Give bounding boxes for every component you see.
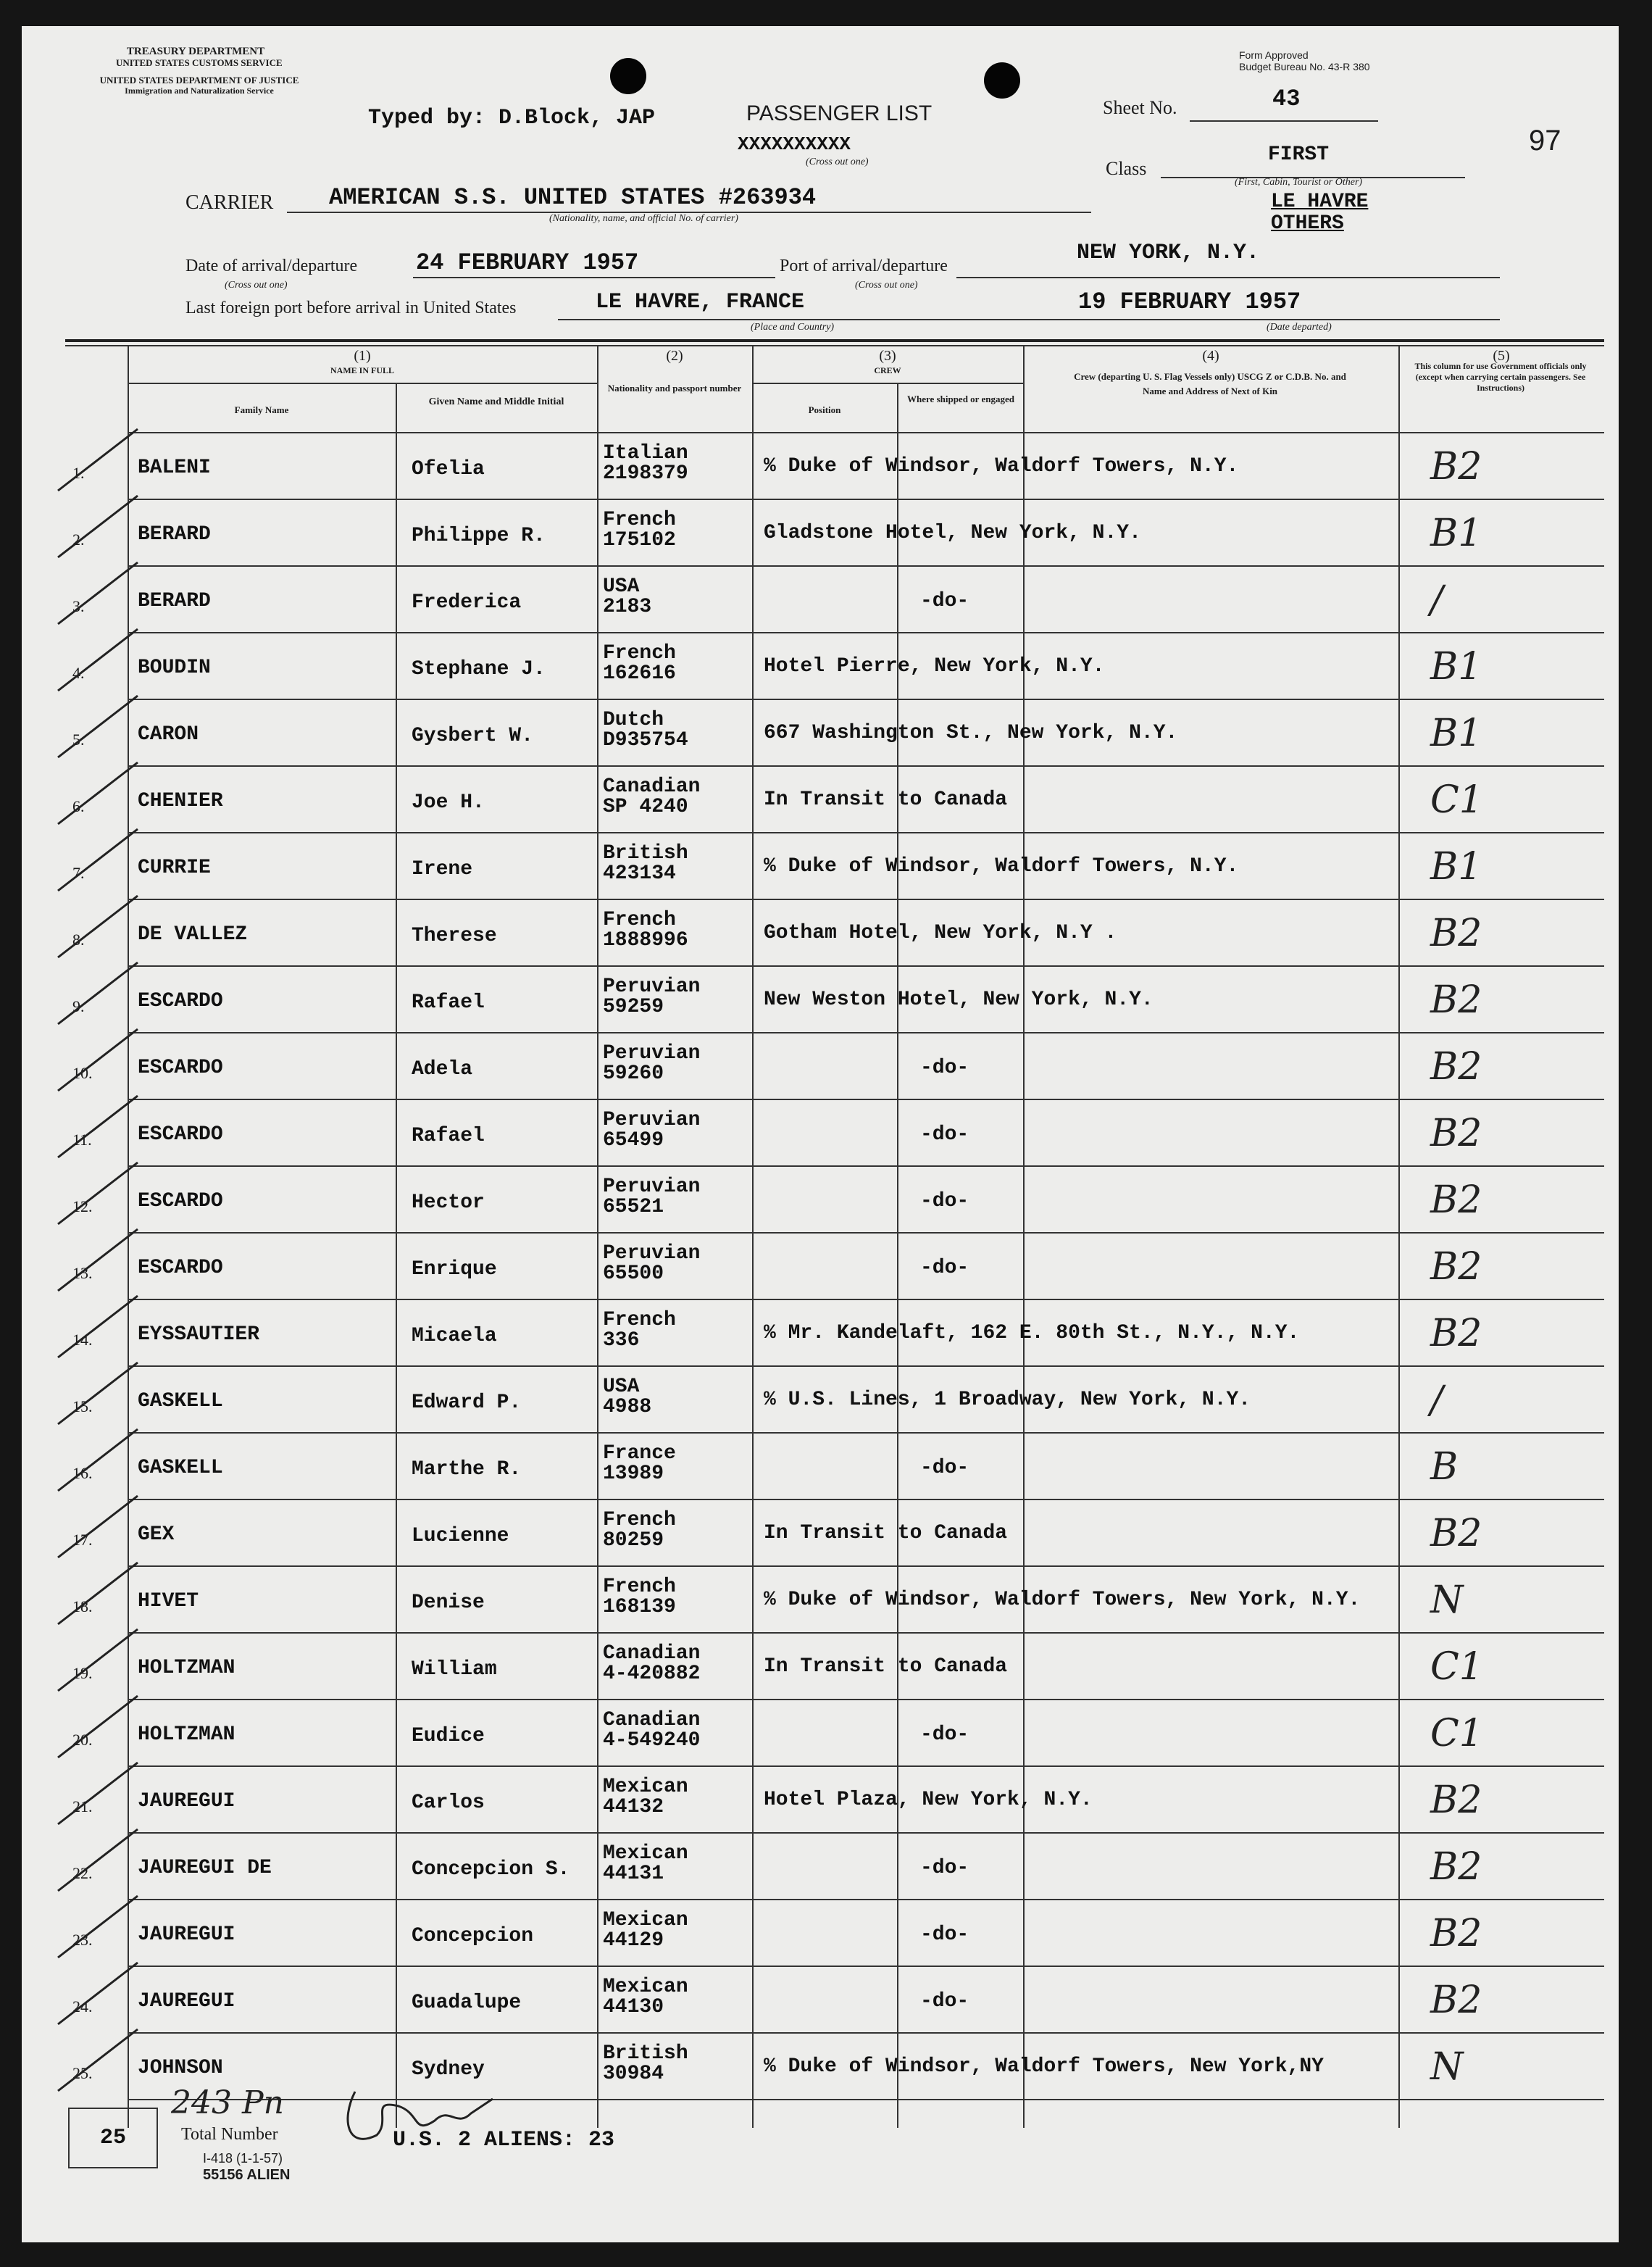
given-name: Denise xyxy=(412,1592,485,1614)
check-mark xyxy=(51,555,152,628)
nationality: Peruvian xyxy=(603,1242,701,1265)
given-name: Sydney xyxy=(412,2058,485,2081)
given-name: Rafael xyxy=(412,1125,485,1147)
col-1-number: (1) xyxy=(354,348,371,364)
nationality: Mexican xyxy=(603,1842,688,1865)
table-row xyxy=(22,1032,1619,1099)
family-name: CARON xyxy=(138,723,199,746)
nationality: Peruvian xyxy=(603,1042,701,1065)
passport-number: 59260 xyxy=(603,1062,664,1085)
family-name: HIVET xyxy=(138,1590,199,1613)
check-mark xyxy=(51,889,152,961)
form-title: PASSENGER LIST xyxy=(746,101,933,125)
table-row xyxy=(22,899,1619,965)
row-number: 22. xyxy=(72,1864,93,1882)
table-row xyxy=(22,499,1619,565)
next-of-kin-address: -do- xyxy=(920,1057,969,1079)
given-name: Joe H. xyxy=(412,791,485,814)
next-of-kin-address: % Duke of Windsor, Waldorf Towers, N.Y. xyxy=(764,855,1239,878)
given-name: Concepcion xyxy=(412,1925,534,1947)
family-name: JOHNSON xyxy=(138,2057,223,2079)
official-code: B1 xyxy=(1430,712,1482,755)
date-departed-note: (Date departed) xyxy=(1267,322,1332,333)
row-number: 17. xyxy=(72,1531,93,1549)
col-1-title: NAME IN FULL xyxy=(330,365,394,375)
passport-number: 80259 xyxy=(603,1529,664,1552)
last-port-note: (Place and Country) xyxy=(751,322,835,333)
family-name: CURRIE xyxy=(138,857,211,879)
given-name: Marthe R. xyxy=(412,1458,522,1481)
cross-out-note: (Cross out one) xyxy=(806,157,869,167)
row-number: 18. xyxy=(72,1597,93,1615)
check-mark xyxy=(51,488,152,561)
given-name: Micaela xyxy=(412,1325,497,1347)
next-of-kin-address: -do- xyxy=(920,1723,969,1746)
table-row xyxy=(22,1699,1619,1765)
nationality: USA xyxy=(603,1376,640,1398)
next-of-kin-address: Gotham Hotel, New York, N.Y . xyxy=(764,922,1117,944)
given-name: Edward P. xyxy=(412,1392,522,1414)
nationality: French xyxy=(603,509,676,531)
official-code: B2 xyxy=(1430,1979,1482,2022)
col-3-title: CREW xyxy=(874,365,901,375)
nationality: Mexican xyxy=(603,1776,688,1798)
last-port-value: LE HAVRE, FRANCE xyxy=(596,290,805,315)
check-mark xyxy=(51,822,152,894)
row-number: 15. xyxy=(72,1397,93,1415)
col-3-number: (3) xyxy=(879,348,896,364)
date-departed-value: 19 FEBRUARY 1957 xyxy=(1078,288,1301,315)
class-value: FIRST xyxy=(1268,143,1330,166)
next-of-kin-address: New Weston Hotel, New York, N.Y. xyxy=(764,989,1154,1011)
passport-number: D935754 xyxy=(603,729,688,752)
given-name: Philippe R. xyxy=(412,525,546,547)
table-row xyxy=(22,1365,1619,1432)
family-name: JAUREGUI xyxy=(138,1790,235,1813)
table-row xyxy=(22,965,1619,1032)
total-label: Total Number xyxy=(181,2125,278,2144)
col-position: Position xyxy=(808,404,841,415)
table-row xyxy=(22,1565,1619,1632)
next-of-kin-address: 667 Washington St., New York, N.Y. xyxy=(764,722,1178,744)
row-number: 11. xyxy=(72,1131,92,1149)
total-box xyxy=(68,2108,158,2168)
official-code: B2 xyxy=(1430,912,1482,955)
next-of-kin-address: % Duke of Windsor, Waldorf Towers, New York,NY xyxy=(764,2055,1324,2078)
handwritten-signature xyxy=(326,2077,500,2157)
official-code: B2 xyxy=(1430,978,1482,1022)
carrier-value: AMERICAN S.S. UNITED STATES #263934 xyxy=(329,184,817,211)
last-port-label: Last foreign port before arrival in United States xyxy=(185,299,517,317)
passport-number: 44131 xyxy=(603,1863,664,1885)
family-name: GEX xyxy=(138,1523,175,1546)
table-row xyxy=(22,1832,1619,1899)
check-mark xyxy=(51,1689,152,1761)
official-code: B2 xyxy=(1430,1912,1482,1955)
table-row xyxy=(22,1499,1619,1565)
check-mark xyxy=(51,689,152,761)
family-name: CHENIER xyxy=(138,790,223,812)
form-number: I-418 (1-1-57) xyxy=(203,2151,283,2166)
given-name: Eudice xyxy=(412,1725,485,1747)
nationality: Peruvian xyxy=(603,976,701,998)
family-name: ESCARDO xyxy=(138,1123,223,1146)
check-mark xyxy=(51,755,152,828)
passport-number: 1888996 xyxy=(603,929,688,952)
check-mark xyxy=(51,1622,152,1694)
row-number: 13. xyxy=(72,1264,93,1282)
official-code: N xyxy=(1430,2045,1464,2089)
family-name: JAUREGUI xyxy=(138,1923,235,1946)
official-code: B xyxy=(1430,1445,1459,1489)
nationality: Canadian xyxy=(603,775,701,798)
next-of-kin-address: Gladstone Hotel, New York, N.Y. xyxy=(764,522,1141,544)
nationality: French xyxy=(603,642,676,665)
nationality: Canadian xyxy=(603,1709,701,1731)
col-4-title: Crew (departing U. S. Flag Vessels only) USCG Z or C.D.B. No. and Name and Address of Next of Kin xyxy=(1074,371,1346,396)
nationality: Dutch xyxy=(603,709,664,731)
nationality: USA xyxy=(603,575,640,598)
family-name: EYSSAUTIER xyxy=(138,1323,260,1346)
official-code: C1 xyxy=(1430,1712,1483,1755)
passport-number: 336 xyxy=(603,1329,640,1352)
passport-number: SP 4240 xyxy=(603,796,688,818)
class-extra: LE HAVRE OTHERS xyxy=(1271,191,1369,235)
passport-number: 65521 xyxy=(603,1196,664,1218)
table-row xyxy=(22,1232,1619,1299)
passport-number: 13989 xyxy=(603,1463,664,1485)
passport-number: 168139 xyxy=(603,1596,676,1618)
passport-number: 423134 xyxy=(603,862,676,885)
row-number: 2. xyxy=(72,531,85,549)
check-mark xyxy=(51,1022,152,1094)
given-name: Gysbert W. xyxy=(412,725,534,747)
passport-number: 59259 xyxy=(603,996,664,1018)
family-name: ESCARDO xyxy=(138,1257,223,1279)
punch-hole xyxy=(984,62,1020,99)
official-code: B1 xyxy=(1430,845,1482,889)
row-number: 3. xyxy=(72,597,85,615)
given-name: Lucienne xyxy=(412,1525,509,1547)
col-5-title: This column for use Government officials only (except when carrying certain passengers. See Instructions) xyxy=(1414,361,1587,393)
nationality: British xyxy=(603,842,688,865)
nationality: France xyxy=(603,1442,676,1465)
typed-by: Typed by: D.Block, JAP xyxy=(368,106,656,130)
table-row xyxy=(22,1632,1619,1699)
sheet-number: 43 xyxy=(1272,86,1301,112)
table-row xyxy=(22,1432,1619,1499)
family-name: ESCARDO xyxy=(138,1190,223,1212)
next-of-kin-address: In Transit to Canada xyxy=(764,1522,1008,1544)
row-number: 23. xyxy=(72,1931,93,1949)
next-of-kin-address: % U.S. Lines, 1 Broadway, New York, N.Y. xyxy=(764,1389,1251,1411)
check-mark xyxy=(51,1422,152,1494)
alien-number: 55156 ALIEN xyxy=(203,2167,291,2183)
date-label: Date of arrival/departure xyxy=(185,257,358,275)
row-number: 9. xyxy=(72,997,85,1015)
check-mark xyxy=(51,1555,152,1628)
next-of-kin-address: In Transit to Canada xyxy=(764,1655,1008,1678)
next-of-kin-address: -do- xyxy=(920,1123,969,1146)
official-code: / xyxy=(1430,578,1443,622)
given-name: Hector xyxy=(412,1191,485,1214)
passport-number: 44129 xyxy=(603,1929,664,1952)
row-number: 8. xyxy=(72,931,85,949)
passenger-list-sheet xyxy=(22,26,1619,2242)
nationality: French xyxy=(603,1576,676,1598)
row-number: 7. xyxy=(72,864,85,882)
port-cross-note: (Cross out one) xyxy=(855,280,918,291)
given-name: Frederica xyxy=(412,591,522,614)
nationality: Italian xyxy=(603,442,688,465)
form-title-struck: XXXXXXXXXX xyxy=(738,133,851,155)
check-mark xyxy=(51,1355,152,1428)
row-number: 24. xyxy=(72,1997,93,2016)
family-name: BERARD xyxy=(138,590,211,612)
next-of-kin-address: -do- xyxy=(920,1257,969,1279)
family-name: ESCARDO xyxy=(138,1057,223,1079)
next-of-kin-address: -do- xyxy=(920,1857,969,1879)
table-row xyxy=(22,632,1619,699)
family-name: ESCARDO xyxy=(138,990,223,1012)
family-name: BERARD xyxy=(138,523,211,546)
row-number: 1. xyxy=(72,464,85,482)
passport-number: 2198379 xyxy=(603,462,688,485)
passport-number: 4-420882 xyxy=(603,1663,701,1685)
passport-number: 162616 xyxy=(603,662,676,685)
carrier-note: (Nationality, name, and official No. of carrier) xyxy=(549,213,738,224)
row-number: 12. xyxy=(72,1197,93,1215)
given-name: Irene xyxy=(412,858,473,881)
class-note: (First, Cabin, Tourist or Other) xyxy=(1235,177,1363,188)
check-mark xyxy=(51,2022,152,2095)
official-code: B2 xyxy=(1430,1112,1482,1155)
row-number: 20. xyxy=(72,1731,93,1749)
col-4-number: (4) xyxy=(1202,348,1219,364)
table-row xyxy=(22,1165,1619,1232)
next-of-kin-address: -do- xyxy=(920,1457,969,1479)
col-5-number: (5) xyxy=(1493,348,1510,364)
col-given-name: Given Name and Middle Initial xyxy=(428,396,564,407)
given-name: Therese xyxy=(412,925,497,947)
row-number: 21. xyxy=(72,1797,93,1815)
nationality: Mexican xyxy=(603,1976,688,1998)
family-name: HOLTZMAN xyxy=(138,1723,235,1746)
carrier-label: CARRIER xyxy=(185,191,274,214)
official-code: C1 xyxy=(1430,778,1483,822)
next-of-kin-address: -do- xyxy=(920,1923,969,1946)
check-mark xyxy=(51,1289,152,1361)
family-name: DE VALLEZ xyxy=(138,923,248,946)
class-label: Class xyxy=(1106,158,1147,179)
next-of-kin-address: Hotel Plaza, New York, N.Y. xyxy=(764,1789,1093,1811)
col-shipped: Where shipped or engaged xyxy=(907,394,1014,404)
given-name: Adela xyxy=(412,1058,473,1081)
table-row xyxy=(22,1765,1619,1832)
agency-block-justice: UNITED STATES DEPARTMENT OF JUSTICE Immigration and Naturalization Service xyxy=(99,75,299,96)
check-mark xyxy=(51,622,152,694)
nationality: French xyxy=(603,909,676,931)
check-mark xyxy=(51,955,152,1028)
port-value: NEW YORK, N.Y. xyxy=(1077,241,1260,265)
agency-block: TREASURY DEPARTMENT UNITED STATES CUSTOMS SERVICE xyxy=(116,46,283,68)
sheet-label: Sheet No. xyxy=(1103,97,1177,118)
given-name: William xyxy=(412,1658,497,1681)
given-name: Ofelia xyxy=(412,458,485,481)
col-family-name: Family Name xyxy=(234,404,289,415)
passport-number: 4-549240 xyxy=(603,1729,701,1752)
official-code: / xyxy=(1430,1378,1443,1422)
nationality: French xyxy=(603,1309,676,1331)
table-row xyxy=(22,1099,1619,1165)
row-number: 19. xyxy=(72,1664,93,1682)
given-name: Concepcion S. xyxy=(412,1858,570,1881)
family-name: HOLTZMAN xyxy=(138,1657,235,1679)
table-row xyxy=(22,765,1619,832)
nationality: Canadian xyxy=(603,1642,701,1665)
nationality: Mexican xyxy=(603,1909,688,1931)
stamp-number: 97 xyxy=(1529,125,1561,157)
check-mark xyxy=(51,1889,152,1961)
punch-hole xyxy=(610,58,646,94)
official-code: B2 xyxy=(1430,1312,1482,1355)
table-row xyxy=(22,832,1619,899)
passport-number: 2183 xyxy=(603,596,652,618)
official-code: B1 xyxy=(1430,645,1482,689)
given-name: Carlos xyxy=(412,1792,485,1814)
official-code: B1 xyxy=(1430,512,1482,555)
next-of-kin-address: -do- xyxy=(920,590,969,612)
family-name: GASKELL xyxy=(138,1457,223,1479)
official-code: B2 xyxy=(1430,445,1482,488)
given-name: Rafael xyxy=(412,991,485,1014)
next-of-kin-address: % Duke of Windsor, Waldorf Towers, N.Y. xyxy=(764,455,1239,478)
given-name: Enrique xyxy=(412,1258,497,1281)
official-code: C1 xyxy=(1430,1645,1483,1689)
passport-number: 44132 xyxy=(603,1796,664,1818)
table-row xyxy=(22,432,1619,499)
check-mark xyxy=(51,1755,152,1828)
row-number: 16. xyxy=(72,1464,93,1482)
alien-counts: U.S. 2 ALIENS: 23 xyxy=(393,2128,615,2152)
given-name: Stephane J. xyxy=(412,658,546,681)
date-cross-note: (Cross out one) xyxy=(225,280,288,291)
table-row xyxy=(22,699,1619,765)
check-mark xyxy=(51,1155,152,1228)
nationality: Peruvian xyxy=(603,1176,701,1198)
family-name: JAUREGUI xyxy=(138,1990,235,2013)
passport-number: 65500 xyxy=(603,1263,664,1285)
official-code: N xyxy=(1430,1578,1464,1622)
total-number: 25 xyxy=(99,2126,126,2150)
passport-number: 4988 xyxy=(603,1396,652,1418)
next-of-kin-address: -do- xyxy=(920,1190,969,1212)
family-name: BOUDIN xyxy=(138,657,211,679)
passport-number: 44130 xyxy=(603,1996,664,2018)
official-code: B2 xyxy=(1430,1045,1482,1089)
official-code: B2 xyxy=(1430,1245,1482,1289)
given-name: Guadalupe xyxy=(412,1992,522,2014)
check-mark xyxy=(51,1822,152,1894)
next-of-kin-address: In Transit to Canada xyxy=(764,789,1008,811)
official-code: B2 xyxy=(1430,1845,1482,1889)
official-code: B2 xyxy=(1430,1512,1482,1555)
check-mark xyxy=(51,1089,152,1161)
table-row xyxy=(22,565,1619,632)
table-row xyxy=(22,1899,1619,1966)
form-approved: Form Approved Budget Bureau No. 43-R 380 xyxy=(1239,49,1370,72)
official-code: B2 xyxy=(1430,1178,1482,1222)
date-arrival-value: 24 FEBRUARY 1957 xyxy=(416,249,639,276)
handwritten-note: 243 Pn xyxy=(171,2084,284,2121)
nationality: British xyxy=(603,2042,688,2065)
passport-number: 65499 xyxy=(603,1129,664,1152)
family-name: GASKELL xyxy=(138,1390,223,1413)
next-of-kin-address: -do- xyxy=(920,1990,969,2013)
row-number: 5. xyxy=(72,731,85,749)
row-number: 10. xyxy=(72,1064,93,1082)
row-number: 14. xyxy=(72,1331,93,1349)
check-mark xyxy=(51,1489,152,1561)
next-of-kin-address: % Mr. Kandelaft, 162 E. 80th St., N.Y., N.Y. xyxy=(764,1322,1300,1344)
next-of-kin-address: Hotel Pierre, New York, N.Y. xyxy=(764,655,1105,678)
col-2-title: Nationality and passport number xyxy=(607,383,742,394)
table-row xyxy=(22,1299,1619,1365)
official-code: B2 xyxy=(1430,1779,1482,1822)
check-mark xyxy=(51,1955,152,2028)
row-number: 6. xyxy=(72,797,85,815)
row-number: 4. xyxy=(72,664,85,682)
check-mark xyxy=(51,1222,152,1294)
passport-number: 175102 xyxy=(603,529,676,552)
check-mark xyxy=(51,422,152,494)
row-number: 25. xyxy=(72,2064,93,2082)
family-name: BALENI xyxy=(138,457,211,479)
port-label: Port of arrival/departure xyxy=(780,257,948,275)
table-row xyxy=(22,1966,1619,2032)
passport-number: 30984 xyxy=(603,2063,664,2085)
next-of-kin-address: % Duke of Windsor, Waldorf Towers, New York, N.Y. xyxy=(764,1589,1361,1611)
col-2-number: (2) xyxy=(666,348,683,364)
nationality: French xyxy=(603,1509,676,1531)
nationality: Peruvian xyxy=(603,1109,701,1131)
family-name: JAUREGUI DE xyxy=(138,1857,272,1879)
